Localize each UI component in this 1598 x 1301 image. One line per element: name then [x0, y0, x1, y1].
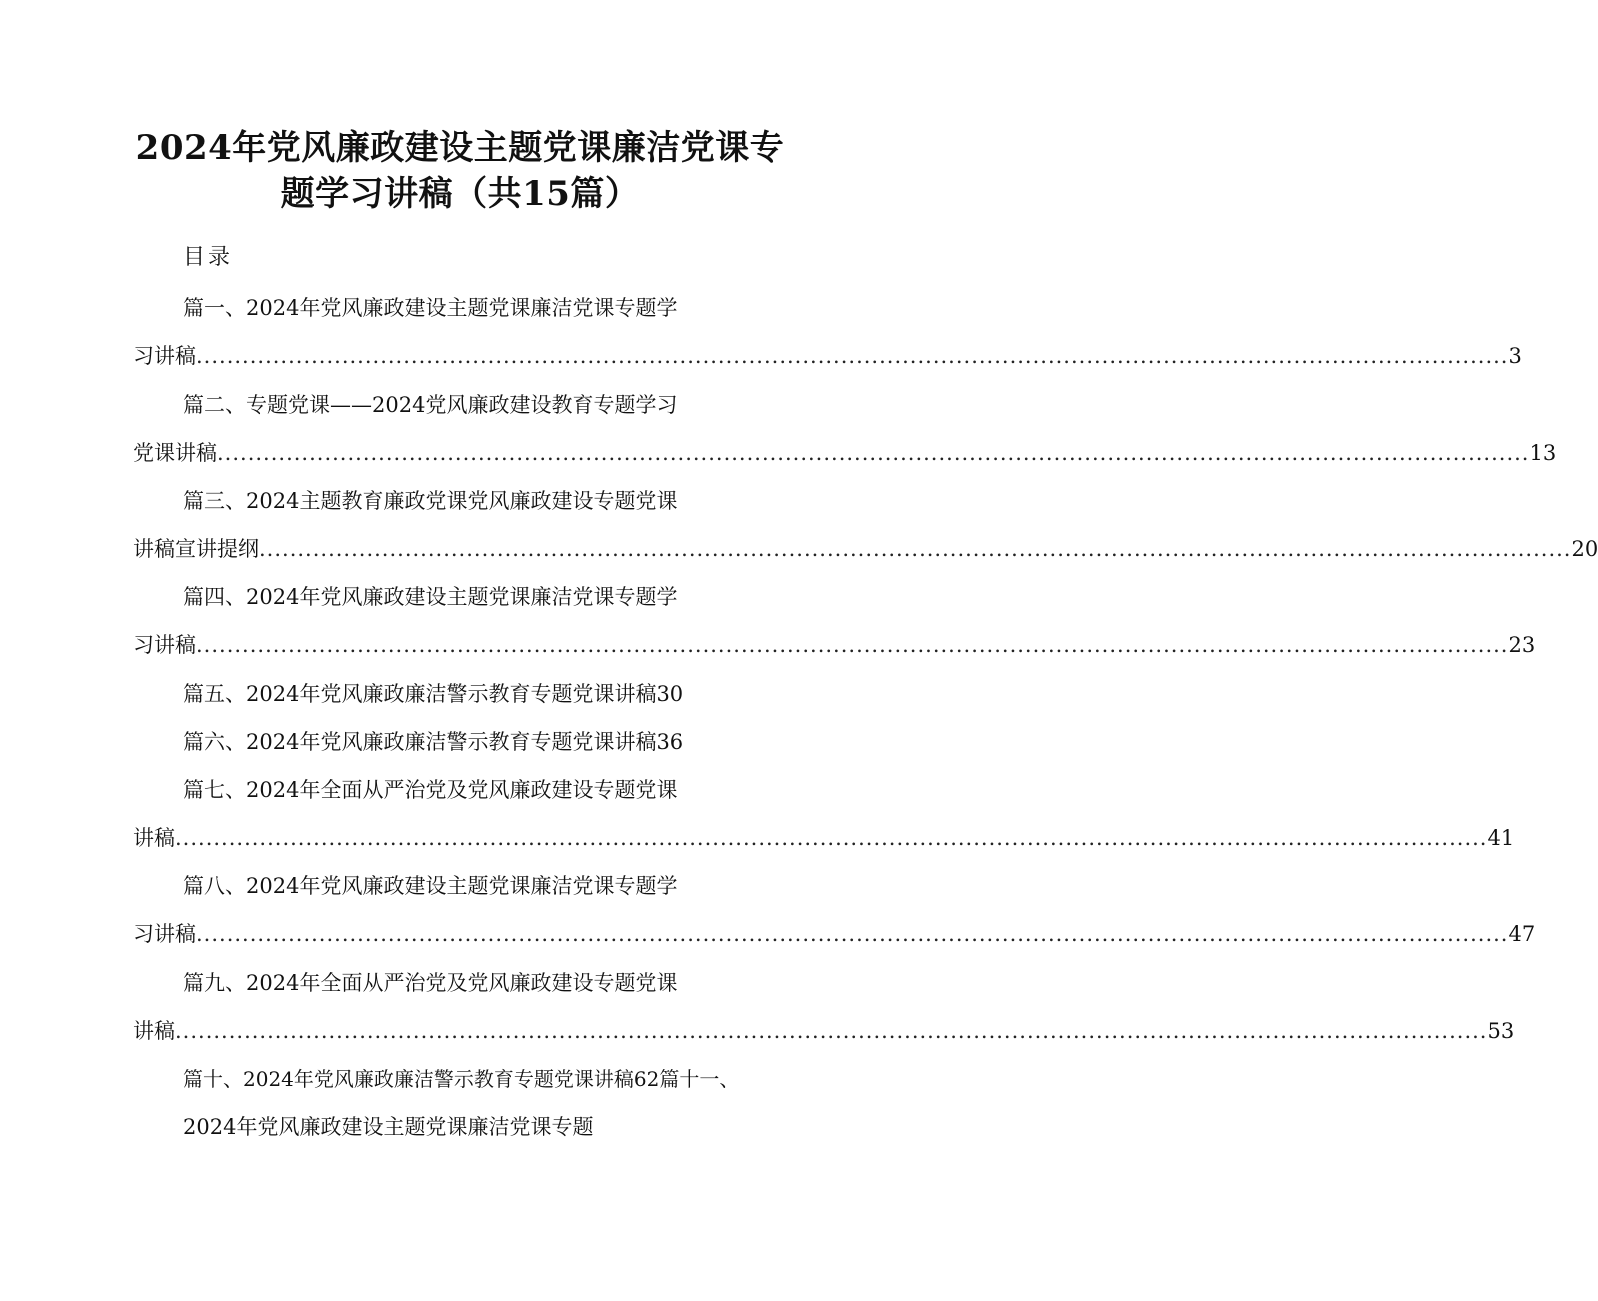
toc-entry-10[interactable]: 篇十、2024年党风廉政廉洁警示教育专题党课讲稿62篇十一、	[183, 1067, 740, 1091]
toc-entry-9-title[interactable]: 篇九、2024年全面从严治党及党风廉政建设专题党课	[183, 971, 678, 995]
toc-entry-7-title[interactable]: 篇七、2024年全面从严治党及党风廉政建设专题党课	[183, 778, 678, 802]
document-title-line-2: 题学习讲稿（共15篇）	[280, 174, 640, 214]
toc-entry-8-title[interactable]: 篇八、2024年党风廉政建设主题党课廉洁党课专题学	[183, 874, 678, 898]
document-title-line-1: 2024年党风廉政建设主题党课廉洁党课专	[135, 128, 785, 168]
toc-entry-5[interactable]: 篇五、2024年党风廉政廉洁警示教育专题党课讲稿30	[183, 682, 684, 706]
toc-entry-3-lead: 讲稿宣讲提纲	[133, 537, 259, 561]
toc-entry-8-lead: 习讲稿	[133, 922, 196, 946]
toc-entry-4-page: 23	[1508, 633, 1536, 657]
toc-leader-dots: ...........................................................................................................................................................................	[196, 633, 1509, 657]
toc-leader-dots: ...........................................................................................................................................................................	[259, 537, 1572, 561]
toc-entry-8-page: 47	[1508, 922, 1536, 946]
toc-entry-3-page: 20	[1571, 537, 1598, 561]
toc-entry-1-page: 3	[1508, 344, 1522, 368]
toc-entry-1-title[interactable]: 篇一、2024年党风廉政建设主题党课廉洁党课专题学	[183, 296, 678, 320]
toc-entry-4-continuation[interactable]	[133, 629, 1536, 661]
toc-entry-9-lead: 讲稿	[133, 1019, 175, 1043]
toc-entry-4-title[interactable]: 篇四、2024年党风廉政建设主题党课廉洁党课专题学	[183, 585, 678, 609]
toc-entry-6[interactable]: 篇六、2024年党风廉政廉洁警示教育专题党课讲稿36	[183, 730, 684, 754]
toc-entry-11-fragment[interactable]: 2024年党风廉政建设主题党课廉洁党课专题	[183, 1115, 594, 1139]
toc-leader-dots: ...........................................................................................................................................................................	[196, 344, 1509, 368]
toc-heading: 目录	[183, 245, 234, 270]
toc-entry-3-continuation[interactable]	[133, 533, 1598, 565]
toc-entry-2-continuation[interactable]	[133, 437, 1557, 469]
toc-entry-2-page: 13	[1529, 441, 1557, 465]
toc-entry-2-title[interactable]: 篇二、专题党课——2024党风廉政建设教育专题学习	[183, 393, 678, 417]
toc-leader-dots: ...........................................................................................................................................................................	[175, 826, 1488, 850]
toc-entry-7-page: 41	[1487, 826, 1515, 850]
toc-entry-1-continuation[interactable]	[133, 340, 1522, 372]
toc-entry-9-continuation[interactable]	[133, 1015, 1515, 1047]
toc-entry-2-lead: 党课讲稿	[133, 441, 217, 465]
toc-entry-9-page: 53	[1487, 1019, 1515, 1043]
toc-entry-4-lead: 习讲稿	[133, 633, 196, 657]
toc-entry-3-title[interactable]: 篇三、2024主题教育廉政党课党风廉政建设专题党课	[183, 489, 678, 513]
toc-leader-dots: ...........................................................................................................................................................................	[175, 1019, 1488, 1043]
toc-entry-7-continuation[interactable]	[133, 822, 1515, 854]
toc-leader-dots: ...........................................................................................................................................................................	[196, 922, 1509, 946]
toc-entry-8-continuation[interactable]	[133, 918, 1536, 950]
toc-entry-7-lead: 讲稿	[133, 826, 175, 850]
toc-entry-1-lead: 习讲稿	[133, 344, 196, 368]
toc-leader-dots: ...........................................................................................................................................................................	[217, 441, 1530, 465]
